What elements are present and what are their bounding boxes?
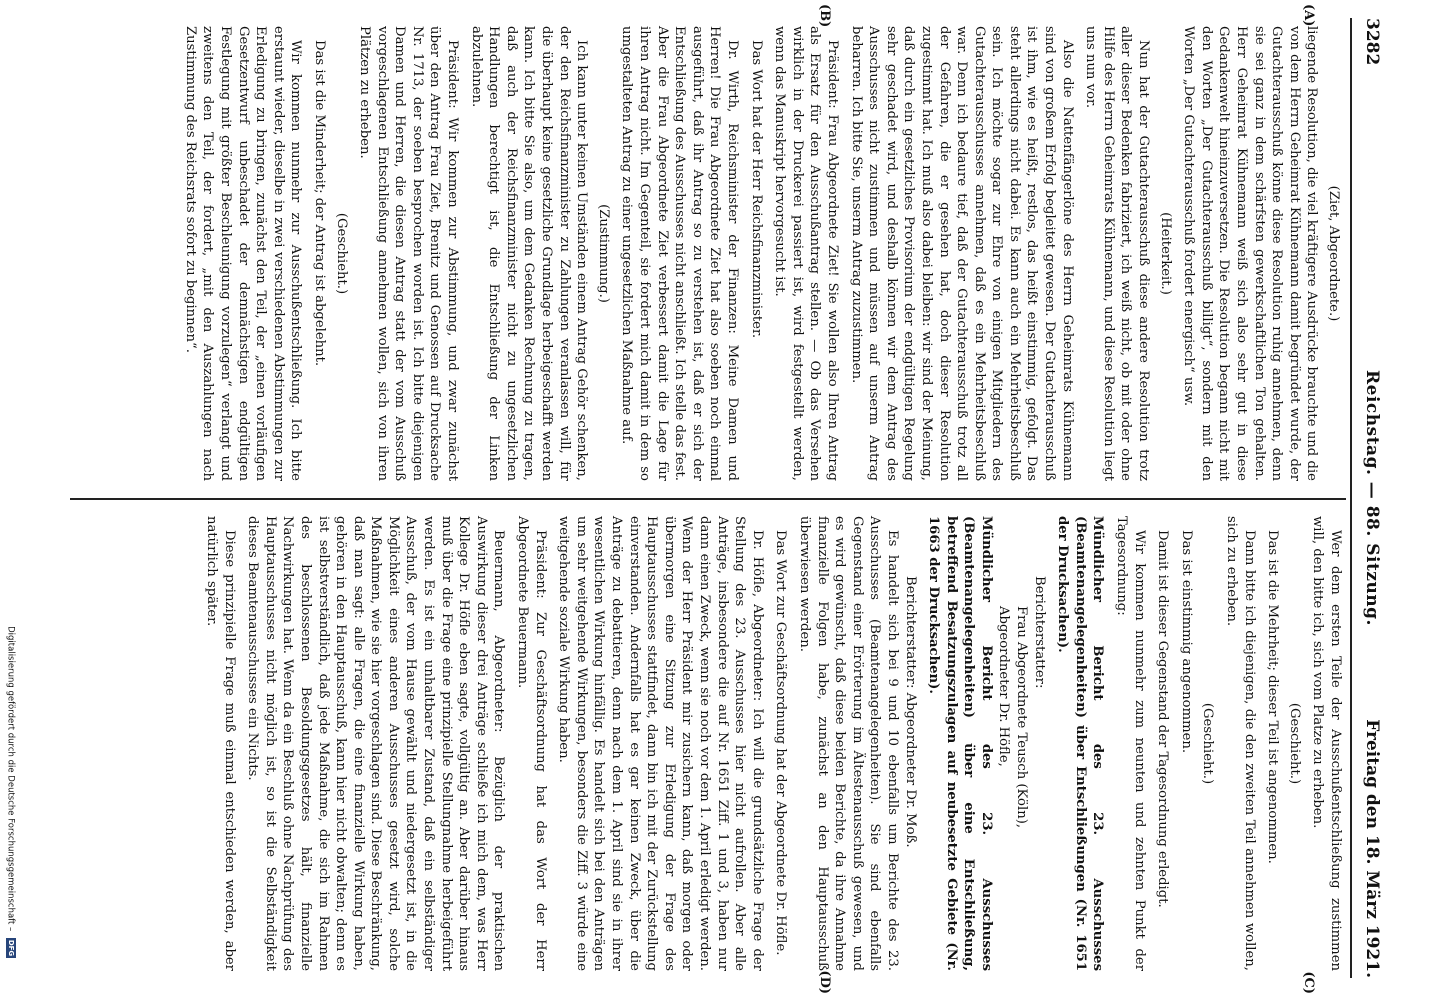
interjection: (Geschieht.) <box>1286 702 1302 785</box>
paragraph: Das ist die Mehrheit; dieser Teil ist angenommen. <box>1265 530 1281 864</box>
paragraph: Wir kommen nunmehr zur Ausschußentschließung. Ich bitte erstaunt wieder, dieselbe in zwei verschiedenen Abstimmungen zur Erledigung zu bringen, zunächst den Teil, der „einen vorläufigen Gesetzentwurf unbeschadet der demnächstigen endgültigen Festlegung mit größter Beschleunigung vorzulegen“ verlangt und zweitens den Teil, der fordert, „mit den Auszahlungen nach Zustimmung des Reichsrats sofort zu beginnen“. <box>182 26 304 481</box>
agenda-item-heading: Mündlicher Bericht des 23. Ausschusses (Beamtenangelegenheiten) über eine Entschließung, betreffend Besatzungszulagen auf neubesetzte Gebiete (Nr. 1663 der Drucksachen). <box>926 516 994 971</box>
president-statement: Präsident: Frau Abgeordnete Ziet! Sie wollen also Ihren Antrag als Ersatz für den Ausschußantrag stellen. — Ob das Versehen wirklich in der Druckerei passiert ist, wird festgestellt werden, wenn das Manuskript hervorgesucht ist. <box>772 26 840 481</box>
margin-mark-a: (A) <box>1301 4 1316 27</box>
paragraph: Wer dem ersten Teile der Ausschußentschließung zustimmen will, den bitte ich, sich vom Platze zu erheben. <box>1310 516 1343 971</box>
paragraph: Das ist einstimmig angenommen. <box>1178 530 1194 754</box>
paragraph: Damit ist dieser Gegenstand der Tagesordnung erledigt. <box>1155 530 1171 908</box>
paragraph: Ich kann unter keinen Umständen einem Antrag Gehör schenken, der den Reichsfinanzminister zu Zahlungen veranlassen will, für die überhaupt keine gesetzliche Grundlage herbeigeschafft werden kann. Ich bitte Sie also, um dem Gedanken Rechnung zu tragen, daß auch der Reichsfinanzminister nicht zu ungesetzlichen Handlungen berechtigt ist, die Entschließung der Linken abzulehnen. <box>468 26 590 481</box>
page-header <box>1354 18 1382 978</box>
paragraph: Diese prinzipielle Frage muß einmal entschieden werden, aber natürlich später. <box>203 516 237 971</box>
paragraph: Wir kommen nunmehr zum neunten und zehnten Punkt der Tagesordnung: <box>1114 516 1147 971</box>
president-statement: Präsident: Zur Geschäftsordnung hat das Wort der Herr Abgeordnete Beuermann. <box>515 516 548 971</box>
right-column <box>196 516 1344 971</box>
president-statement: Präsident: Wir kommen zur Abstimmung, und zwar zunächst über den Antrag Frau Ziet, Brenitz und Genossen auf Drucksache Nr. 1713, der soeben besprochen worden ist. Ich bitte diejenigen Damen und Herren, die diesen Antrag statt der vom Ausschuß vorgeschlagenen Entschließung annehmen wollen, sich von ihren Plätzen zu erheben. <box>357 26 461 481</box>
interjection: (Zustimmung.) <box>595 204 611 303</box>
reporter-label: Berichterstatter: Abgeordneter Dr. Moß. <box>902 576 918 848</box>
left-column <box>175 26 1344 481</box>
page-number: 3282 <box>1362 18 1382 66</box>
paragraph: Nun hat der Gutachterausschuß diese andere Resolution trotz aller dieser Bedenken fabriziert, ich weiß nicht, ob mit oder ohne Hilfe des Herrn Geheimrats Kühnemann, und diese Resolution liegt uns nun vor. <box>1083 26 1152 481</box>
paragraph: Das ist die Minderheit; der Antrag ist abgelehnt. <box>311 40 327 367</box>
paragraph: Das Wort zur Geschäftsordnung hat der Abgeordnete Dr. Höfle. <box>773 530 789 956</box>
session-date: Freitag den 18. März 1921. <box>1362 719 1382 978</box>
column-divider <box>70 498 1346 500</box>
digitization-footer <box>6 8 17 988</box>
minister-statement: Dr. Wirth, Reichsminister der Finanzen: Meine Damen und Herren! Die Frau Abgeordnete Ziet hat also soeben noch einmal ausgeführt, daß ihr Antrag so zu verstehen ist, daß er sich der Entschließung des Ausschusses nicht anschließt. Ich stelle das fest. Aber die Frau Abgeordnete Ziet verbessert damit die Lage für ihren Antrag nicht. Im Gegenteil, sie fordert mich damit in dem so umgestalteten Antrag zu einer ungesetzlichen Maßnahme auf. <box>619 26 740 481</box>
paragraph: Dann bitte ich diejenigen, die den zweiten Teil annehmen wollen, sich zu erheben. <box>1224 516 1257 971</box>
interjection: (Geschieht.) <box>1200 702 1216 785</box>
margin-mark-c: (C) <box>1301 971 1316 994</box>
margin-mark-d: (D) <box>817 970 832 994</box>
header-rule <box>1350 18 1352 978</box>
speaker-statement: Dr. Höfle, Abgeordneter: Ich will die grundsätzliche Frage der Stellung des 23. Ausschusses hier nicht aufrollen. Aber alle Anträge, insbesondere die auf Nr. 1651 Ziff. 1 und 3, haben nur dann einen Zweck, wenn sie noch vor dem 1. April erledigt werden. Wenn der Herr Präsident mir zusichern kann, daß morgen oder übermorgen eine Sitzung zur Erledigung der Frage des Hauptausschusses stattfindet, dann bin ich mit der Zurückstellung einverstanden. Andernfalls hat es gar keinen Zweck, über die Anträge zu debattieren, denn nach dem 1. April sind sie in ihrer wesentlichen Wirkung hinfällig. Es handelt sich bei den Anträgen um sehr weitgehende Wirkungen, besonders die Ziff. 3 würde eine weitgehende soziale Wirkung haben. <box>556 516 765 971</box>
session-title: Reichstag. — 88. Sitzung. <box>1362 370 1382 626</box>
speaker-statement: Beuermann, Abgeordneter: Bezüglich der praktischen Auswirkung dieser drei Anträge schließe ich mich dem, was Herr Kollege Dr. Höfle eben sagte, vollgültig an. Aber darüber hinaus muß über die Frage eine prinzipielle Stellungnahme herbeigeführt werden. Es ist ein unhaltbarer Zustand, daß ein selbständiger Ausschuß, der vom Hause gewählt und niedergesetzt ist, in die Möglichkeit eines anderen Ausschusses gesetzt wird, solche Maßnahmen, wie sie hier vorgeschlagen sind. Diese Beschränkung, daß man sagt: alle Fragen, die eine finanzielle Wirkung haben, gehören in den Hauptausschuß, kann hier nicht obwalten; denn es ist selbstverständlich, daß jede Maßnahme, die sich im Rahmen des beschlossenen Besoldungsgesetzes hält, finanzielle Nachwirkungen hat. Wenn da ein Beschluß ohne Nachprüfung des Hauptausschusses nicht möglich ist, so ist die Selbständigkeit dieses Beamtenausschusses ein Nichts. <box>245 516 507 971</box>
reporter-label: Berichterstatter: <box>1031 576 1047 689</box>
paragraph: Also die Nattenfängerlöne des Herrn Geheimrats Kühnemann sind von großem Erfolg begleitet gewesen. Der Gutachterausschuß ist ihm, wie es heißt, restlos, das heißt einstimmig, gefolgt. Das steht allerdings nicht dabei. Es kann auch ein Mehrheitsbeschluß sein. Ich möchte sogar zur Ehre von einigen Mitgliedern des Gutachterausschusses annehmen, daß es ein Mehrheitsbeschluß war. Denn ich bedaure tief, daß der Gutachterausschuß trotz all der Gefahren, die er gesehen hat, doch dieser Resolution zugestimmt hat. Ich muß also dabei bleiben: wir sind der Meinung, daß durch ein gesetzliches Provisorium der endgültigen Regelung sehr geschadet wird, und deshalb können wir dem Antrag des Ausschusses nicht zustimmen und müssen auf unserm Antrag beharren. Ich bitte Sie, unserm Antrag zuzustimmen. <box>848 26 1075 481</box>
footer-text: Digitalisierung gefördert durch die Deutsche Forschungsgemeinschaft – <box>6 626 16 932</box>
agenda-item-heading: Mündlicher Bericht des 23. Ausschusses (Beamtenangelegenheiten) über Entschließungen (Nr. 1651 der Drucksachen). <box>1055 516 1106 971</box>
dfg-logo-icon: DFG <box>7 939 16 957</box>
reporter-name: Abgeordneter Dr. Höfle, <box>996 606 1012 767</box>
paragraph: Es handelt sich bei 9 und 10 ebenfalls um Berichte des 23. Ausschusses (Beamtenangelegenheiten). Sie sind ebenfalls Gegenstand einer Erörterung im Ältestenausschuß gewesen, und es wird gewünscht, daß diese beiden Berichte, da ihre Annahme finanzielle Folgen habe, zunächst an den Hauptausschuß überwiesen werden. <box>796 516 900 971</box>
margin-mark-b: (B) <box>817 4 832 28</box>
reporter-name: Frau Abgeordnete Teusch (Köln), <box>1014 606 1030 829</box>
interjection: (Heiterkeit.) <box>1157 212 1173 295</box>
interjection: (Geschieht.) <box>333 212 349 295</box>
rotated-page <box>0 4 1400 994</box>
paragraph: Das Wort hat der Herr Reichsfinanzminister. <box>748 40 764 339</box>
speaker-note: (Ziet, Abgeordnete.) <box>1326 185 1341 322</box>
paragraph: liegende Resolution, die viel kräftigere Ausdrücke brauchte und die von dem Herrn Geheimrat Kühnemann damit begründet wurde, der Gutachterausschuß könne diese Resolution ruhig annehmen, denn sie sei ganz in dem schärfsten gewerkschaftlichen Ton gehalten. Herr Geheimrat Kühnemann weiß sich also sehr gut in diese Gedankenwelt hineinzuversetzen. Die Resolution begann nicht mit den Worten „Der Gutachterausschuß billigt“, sondern mit den Worten „Der Gutachterausschuß fordert energisch“ usw. <box>1181 26 1320 481</box>
